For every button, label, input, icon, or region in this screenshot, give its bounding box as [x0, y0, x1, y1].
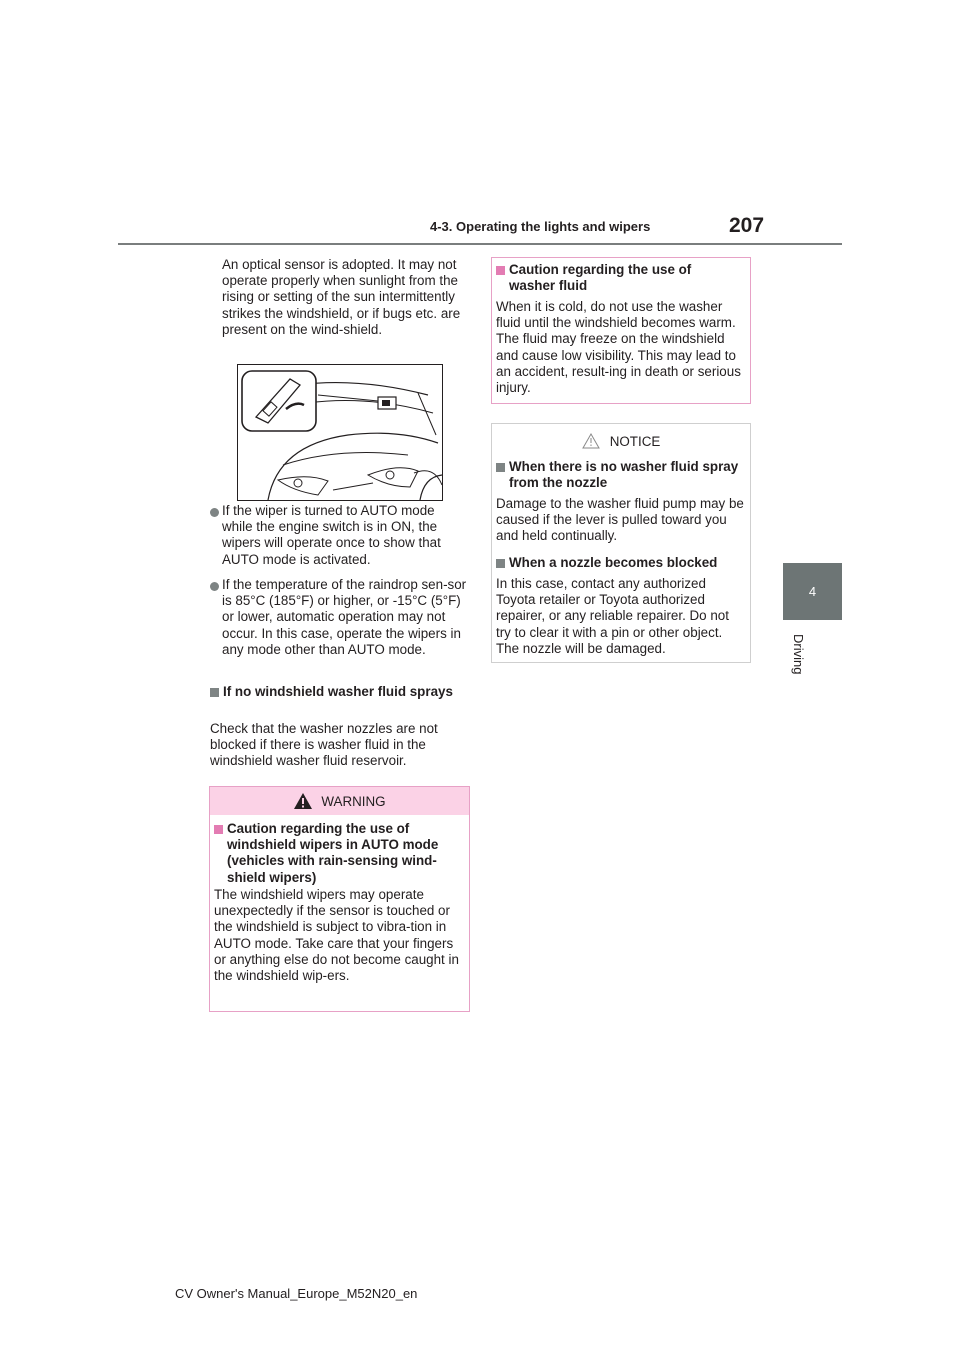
square-marker-icon [496, 559, 505, 568]
notice-text-1: Damage to the washer fluid pump may be caused if the lever is pulled toward you and held continually. [496, 496, 744, 544]
list-item: If the temperature of the raindrop sen-sor is 85°C (185°F) or higher, or -15°C (5°F) or lower, automatic operation may not occur. In this case, operate the wipers in any mode other than AUTO mode. [222, 577, 467, 657]
list-item: If the wiper is turned to AUTO mode while the engine switch is in ON, the wipers will operate once to show that AUTO mode is activated. [222, 503, 441, 567]
notice-text-2: In this case, contact any authorized Toyota retailer or Toyota authorized repairer, or any reliable repairer. Do not try to clear it with a pin or other object. The nozzle will be damaged. [496, 576, 729, 656]
footer-text: CV Owner's Manual_Europe_M52N20_en [175, 1286, 418, 1301]
warning-text: The windshield wipers may operate unexpectedly if the sensor is touched or the windshield is subject to vibra-tion in AUTO mode. Take care that your fingers or anything else do not become caught in the windshield wip-ers. [214, 887, 459, 984]
notice-heading-1: When there is no washer fluid spray from the nozzle [496, 459, 744, 491]
notice-box [491, 423, 751, 663]
rain-sensor-illustration [237, 364, 443, 501]
warning-header [210, 787, 469, 815]
header-rule [118, 243, 842, 245]
square-marker-icon [496, 463, 505, 472]
chapter-tab[interactable] [783, 563, 842, 620]
notice-heading-2: When a nozzle becomes blocked [496, 555, 744, 571]
chapter-number: 4 [808, 584, 817, 599]
square-marker-icon [496, 266, 505, 275]
caution-text: When it is cold, do not use the washer fluid until the windshield becomes warm. The fluid may freeze on the windshield and cause low visibility. This may lead to an accident, result-ing in death or serious injury. [496, 299, 741, 396]
car-sensor-icon [238, 365, 442, 500]
notice-header [492, 430, 750, 452]
notice-title: NOTICE [609, 433, 661, 449]
caution-box [491, 257, 751, 404]
bullet-circle-icon [210, 508, 219, 517]
page-number: 207 [729, 214, 765, 237]
caution-heading: Caution regarding the use of washer fluid [496, 262, 744, 294]
square-marker-icon [214, 825, 223, 834]
bullet-circle-icon [210, 582, 219, 591]
warning-title: WARNING [321, 793, 386, 809]
section-title: 4-3. Operating the lights and wipers [430, 219, 651, 234]
warning-heading: Caution regarding the use of windshield wipers in AUTO mode (vehicles with rain-sensing wind-shield wipers) [214, 821, 464, 886]
intro-text: An optical sensor is adopted. It may not operate properly when sunlight from the rising or setting of the sun intermittently strikes the windshield, or if bugs etc. are present on the wind-shield. [222, 257, 461, 337]
warning-box [209, 786, 470, 1012]
washer-heading: If no windshield washer fluid sprays [210, 684, 468, 700]
notice-triangle-icon [582, 433, 600, 449]
washer-text: Check that the washer nozzles are not blocked if there is washer fluid in the windshield washer fluid reservoir. [210, 721, 438, 769]
square-marker-icon [210, 688, 219, 697]
chapter-label: Driving [791, 634, 806, 675]
warning-triangle-icon [293, 792, 313, 810]
